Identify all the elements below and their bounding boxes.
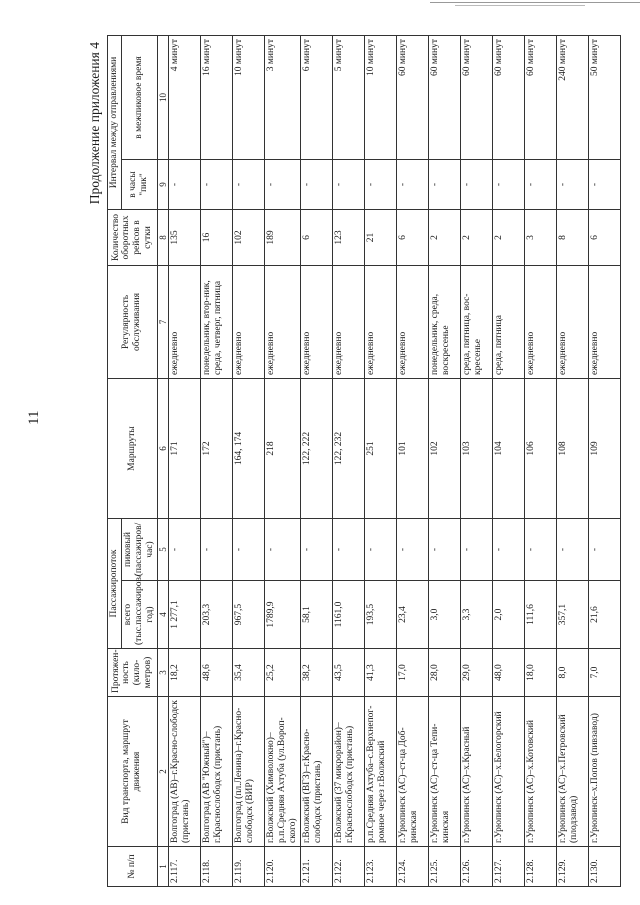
column-index: 4 (157, 581, 168, 649)
flow-total: 3,3 (460, 581, 492, 649)
row-number: 2.120. (265, 847, 301, 887)
column-index: 7 (157, 266, 168, 379)
offpeak-interval: 4 минут (169, 36, 201, 160)
peak-interval: - (428, 160, 460, 210)
flow-total: 21,6 (588, 581, 620, 649)
route-length: 8,0 (556, 649, 588, 697)
flow-total: 1789,9 (265, 581, 301, 649)
offpeak-interval: 60 минут (428, 36, 460, 160)
offpeak-interval: 16 минут (201, 36, 233, 160)
route-length: 28,0 (428, 649, 460, 697)
flow-total: 357,1 (556, 581, 588, 649)
route-name: г.Волжский (Химволокно)–р.п.Средняя Ахтуба (ул.Вороп-ского) (265, 697, 301, 847)
daily-trips: 135 (169, 210, 201, 266)
row-number: 2.125. (428, 847, 460, 887)
row-number: 2.130. (588, 847, 620, 887)
regularity: ежедневно (364, 266, 396, 379)
flow-peak: - (492, 519, 524, 581)
header-flow-total: всего (тыс.пассажиров/год) (121, 581, 157, 649)
daily-trips: 6 (396, 210, 428, 266)
row-number: 2.128. (524, 847, 556, 887)
appendix-caption: Продолжение приложения 4 (87, 42, 102, 205)
route-length: 48,6 (201, 649, 233, 697)
peak-interval: - (265, 160, 301, 210)
table-row (201, 36, 233, 887)
peak-interval: - (492, 160, 524, 210)
daily-trips: 6 (588, 210, 620, 266)
peak-interval: - (460, 160, 492, 210)
table-row (524, 36, 556, 887)
route-name: г.Урюпинск (АС)–ст-ца Доб-ринская (396, 697, 428, 847)
header-peak: в часы "пик" (121, 160, 157, 210)
column-index: 3 (157, 649, 168, 697)
route-name: г.Урюпинск–х.Попов (пивзавод) (588, 697, 620, 847)
peak-interval: - (169, 160, 201, 210)
route-name: Волгоград (АВ)–г.Красно-слободск (пристань) (169, 697, 201, 847)
row-number: 2.126. (460, 847, 492, 887)
row-number: 2.118. (201, 847, 233, 887)
offpeak-interval: 60 минут (524, 36, 556, 160)
route-numbers: 101 (396, 379, 428, 519)
header-routes: Маршруты (108, 379, 158, 519)
column-index: 10 (157, 36, 168, 160)
flow-peak: - (265, 519, 301, 581)
route-numbers: 104 (492, 379, 524, 519)
regularity: ежедневно (169, 266, 201, 379)
offpeak-interval: 10 минут (233, 36, 265, 160)
route-numbers: 164, 174 (233, 379, 265, 519)
column-index: 6 (157, 379, 168, 519)
table-row (492, 36, 524, 887)
offpeak-interval: 60 минут (396, 36, 428, 160)
flow-total: 23,4 (396, 581, 428, 649)
route-length: 29,0 (460, 649, 492, 697)
row-number: 2.124. (396, 847, 428, 887)
row-number: 2.121. (300, 847, 332, 887)
flow-peak: - (428, 519, 460, 581)
regularity: ежедневно (300, 266, 332, 379)
daily-trips: 16 (201, 210, 233, 266)
table-row (169, 36, 201, 887)
flow-total: 58,1 (300, 581, 332, 649)
flow-peak: - (300, 519, 332, 581)
route-name: Волгоград (АВ "Южный")–г.Краснослободск (пристань) (201, 697, 233, 847)
routes-table (107, 35, 621, 887)
daily-trips: 102 (233, 210, 265, 266)
flow-peak: - (364, 519, 396, 581)
regularity: ежедневно (233, 266, 265, 379)
offpeak-interval: 5 минут (332, 36, 364, 160)
flow-peak: - (460, 519, 492, 581)
header-flow: Пассажиропоток (108, 519, 122, 649)
header-interval: Интервал между отправлениями (108, 36, 122, 210)
peak-interval: - (332, 160, 364, 210)
route-numbers: 218 (265, 379, 301, 519)
column-index-row (157, 36, 168, 887)
row-number: 2.119. (233, 847, 265, 887)
route-numbers: 109 (588, 379, 620, 519)
flow-total: 1161,0 (332, 581, 364, 649)
column-index: 5 (157, 519, 168, 581)
daily-trips: 21 (364, 210, 396, 266)
column-index: 8 (157, 210, 168, 266)
row-number: 2.127. (492, 847, 524, 887)
table-row (460, 36, 492, 887)
header-trips: Количество оборотных рейсов в сутки (108, 210, 158, 266)
offpeak-interval: 3 минут (265, 36, 301, 160)
table-row (265, 36, 301, 887)
flow-total: 1 277,1 (169, 581, 201, 649)
route-length: 35,4 (233, 649, 265, 697)
route-numbers: 122, 222 (300, 379, 332, 519)
offpeak-interval: 6 минут (300, 36, 332, 160)
offpeak-interval: 50 минут (588, 36, 620, 160)
peak-interval: - (300, 160, 332, 210)
row-number: 2.123. (364, 847, 396, 887)
table-row (364, 36, 396, 887)
flow-peak: - (588, 519, 620, 581)
offpeak-interval: 10 минут (364, 36, 396, 160)
table-row (233, 36, 265, 887)
peak-interval: - (201, 160, 233, 210)
flow-total: 111,6 (524, 581, 556, 649)
daily-trips: 8 (556, 210, 588, 266)
header-flow-peak: пиковый (пассажиров/час) (121, 519, 157, 581)
regularity: ежедневно (265, 266, 301, 379)
row-number: 2.117. (169, 847, 201, 887)
peak-interval: - (588, 160, 620, 210)
scan-edge-line (430, 2, 640, 3)
route-name: г.Урюпинск (АС)–ст-ца Тепи-кинская (428, 697, 460, 847)
column-index: 1 (157, 847, 168, 887)
route-numbers: 103 (460, 379, 492, 519)
route-numbers: 102 (428, 379, 460, 519)
column-index: 9 (157, 160, 168, 210)
route-length: 7,0 (588, 649, 620, 697)
route-name: г.Волжский (37 микрорайон)–г.Краснослободск (пристань) (332, 697, 364, 847)
daily-trips: 123 (332, 210, 364, 266)
route-length: 48,0 (492, 649, 524, 697)
daily-trips: 2 (492, 210, 524, 266)
regularity: ежедневно (556, 266, 588, 379)
header-length: Протяжен-ность (кило-метров) (108, 649, 158, 697)
regularity: ежедневно (588, 266, 620, 379)
route-length: 18,0 (524, 649, 556, 697)
flow-total: 3,0 (428, 581, 460, 649)
flow-total: 193,5 (364, 581, 396, 649)
route-numbers: 171 (169, 379, 201, 519)
scan-edge-line (455, 5, 585, 6)
header-row (108, 36, 122, 887)
page-number: 11 (26, 410, 42, 425)
table-body (169, 36, 621, 887)
flow-peak: - (396, 519, 428, 581)
header-route: Вид транспорта, маршрут движения (108, 697, 158, 847)
route-name: г.Урюпинск (АС)–х.Красный (460, 697, 492, 847)
table-row (428, 36, 460, 887)
flow-peak: - (201, 519, 233, 581)
route-numbers: 106 (524, 379, 556, 519)
column-index: 2 (157, 697, 168, 847)
table-row (556, 36, 588, 887)
route-length: 25,2 (265, 649, 301, 697)
offpeak-interval: 60 минут (460, 36, 492, 160)
daily-trips: 2 (428, 210, 460, 266)
table-row (332, 36, 364, 887)
route-name: Волгоград (пл.Ленина)–г.Красно-слободск (ВИР) (233, 697, 265, 847)
regularity: среда, пятница (492, 266, 524, 379)
route-name: г.Урюпинск (АС)–х.Петровский (плодзавод) (556, 697, 588, 847)
header-offpeak: в межпиковое время (121, 36, 157, 160)
route-length: 43,5 (332, 649, 364, 697)
route-name: г.Урюпинск (АС)–х.Белогорский (492, 697, 524, 847)
flow-peak: - (169, 519, 201, 581)
route-length: 38,2 (300, 649, 332, 697)
route-numbers: 108 (556, 379, 588, 519)
offpeak-interval: 60 минут (492, 36, 524, 160)
header-num: № п/п (108, 847, 158, 887)
route-numbers: 122, 232 (332, 379, 364, 519)
flow-peak: - (332, 519, 364, 581)
rotated-page (85, 36, 617, 887)
peak-interval: - (396, 160, 428, 210)
header-regularity: Регулярность обслуживания (108, 266, 158, 379)
flow-peak: - (524, 519, 556, 581)
regularity: ежедневно (332, 266, 364, 379)
regularity: ежедневно (396, 266, 428, 379)
route-name: г.Волжский (ВГЗ)–г.Красно-слободск (пристань) (300, 697, 332, 847)
daily-trips: 3 (524, 210, 556, 266)
route-numbers: 172 (201, 379, 233, 519)
peak-interval: - (524, 160, 556, 210)
flow-total: 203,3 (201, 581, 233, 649)
flow-peak: - (233, 519, 265, 581)
route-numbers: 251 (364, 379, 396, 519)
table-row (396, 36, 428, 887)
daily-trips: 6 (300, 210, 332, 266)
peak-interval: - (364, 160, 396, 210)
flow-total: 967,5 (233, 581, 265, 649)
regularity: ежедневно (524, 266, 556, 379)
route-name: г.Урюпинск (АС)–х.Котовский (524, 697, 556, 847)
peak-interval: - (556, 160, 588, 210)
regularity: понедельник, втор-ник, среда, четверг, пятница (201, 266, 233, 379)
route-length: 18,2 (169, 649, 201, 697)
peak-interval: - (233, 160, 265, 210)
daily-trips: 189 (265, 210, 301, 266)
daily-trips: 2 (460, 210, 492, 266)
table-row (588, 36, 620, 887)
route-name: р.п.Средняя Ахтуба–с.Верхнепог-ромное через г.Волжский (364, 697, 396, 847)
flow-total: 2,0 (492, 581, 524, 649)
regularity: среда, пятница, вос-кресенье (460, 266, 492, 379)
offpeak-interval: 240 минут (556, 36, 588, 160)
regularity: понедельник, среда, воскресенье (428, 266, 460, 379)
route-length: 41,3 (364, 649, 396, 697)
table-row (300, 36, 332, 887)
row-number: 2.129. (556, 847, 588, 887)
route-length: 17,0 (396, 649, 428, 697)
row-number: 2.122. (332, 847, 364, 887)
flow-peak: - (556, 519, 588, 581)
